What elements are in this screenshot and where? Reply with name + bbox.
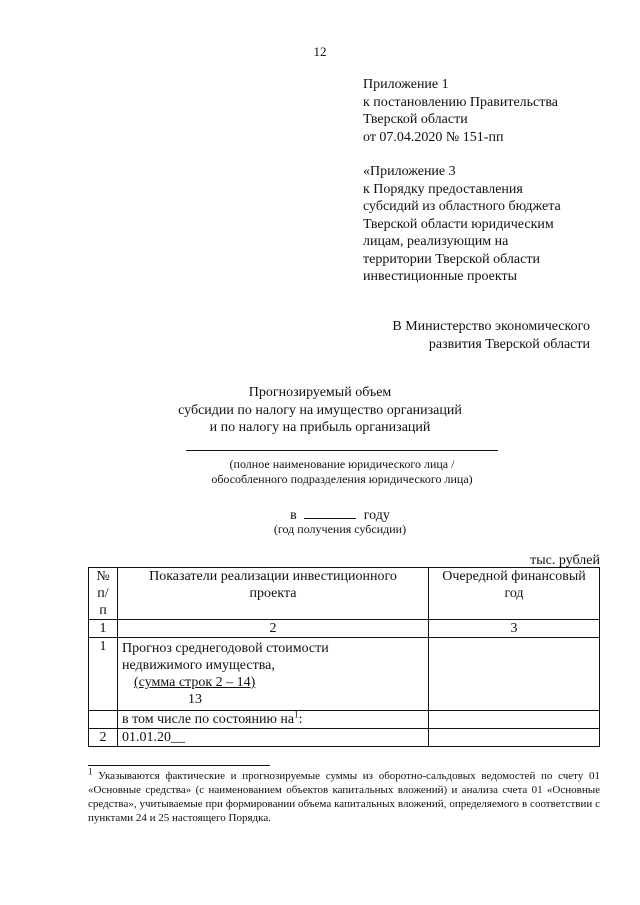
- annex-line: Тверской области юридическим: [363, 216, 554, 232]
- footnote-divider: [88, 765, 270, 766]
- row-text-line: (сумма строк 2 – 14): [134, 675, 256, 690]
- header-indicator-text: Показатели реализации инвестиционного проекта: [149, 569, 397, 601]
- header-num: [89, 568, 118, 620]
- recipient-line: В Министерство экономического: [392, 319, 590, 334]
- table-index-row: [89, 620, 600, 638]
- subsidy-table: [88, 567, 600, 747]
- year-suffix: году: [363, 508, 390, 523]
- footnote-marker: 1: [88, 766, 93, 777]
- header-num-line: п/: [97, 586, 109, 601]
- row-indicator: 01.01.20__: [118, 729, 429, 747]
- row-num: [89, 711, 118, 729]
- header-num-line: №: [96, 569, 110, 584]
- row-text: в том числе по состоянию на: [122, 712, 295, 727]
- row-value-cell[interactable]: [429, 729, 600, 747]
- table-row: [89, 729, 600, 747]
- appendix-header: [363, 76, 558, 146]
- year-blank: [304, 506, 356, 519]
- page-number: 12: [313, 44, 327, 59]
- footnote-ref: 1: [294, 709, 299, 720]
- appendix-line: от 07.04.2020 № 151-пп: [363, 129, 504, 145]
- annex-line: «Приложение 3: [363, 164, 456, 179]
- header-indicator: [118, 568, 429, 620]
- hint-line: (полное наименование юридического лица /: [229, 457, 455, 471]
- row-indicator: [118, 638, 429, 711]
- index-cell: 2: [118, 620, 429, 638]
- appendix-line: Тверской области: [363, 112, 468, 127]
- row-text-line: недвижимого имущества,: [122, 658, 275, 673]
- row-text-line: 13: [188, 692, 202, 707]
- row-num: 2: [89, 729, 118, 747]
- row-num: 1: [89, 638, 118, 711]
- hint-line: обособленного подразделения юридического лица): [211, 472, 473, 486]
- row-text-line: Прогноз среднегодовой стоимости: [122, 641, 329, 656]
- row-text-colon: :: [298, 712, 303, 727]
- annex-line: к Порядку предоставления: [363, 181, 523, 197]
- annex-line: территории Тверской области: [363, 251, 540, 267]
- table-header-row: [89, 568, 600, 620]
- appendix-line: к постановлению Правительства: [363, 94, 559, 110]
- table-row: [89, 711, 600, 729]
- annex-line: субсидий из областного бюджета: [363, 199, 561, 214]
- header-num-line: п: [99, 603, 107, 618]
- footnote-text: Указываются фактические и прогнозируемые суммы из оборотно-сальдовых ведомостей по счету 01 «Основные средства» (с наименованием объектов капитальных вложений) и анализа счета 01 «Основные средства», учитываемые при формировании объема капитальных вложений, определяемого в соответствии с пунктами 24 и 25 настоящего Порядка.: [88, 770, 600, 824]
- header-next-year: Очередной финансовый год: [429, 568, 600, 620]
- recipient-block: [392, 318, 590, 354]
- entity-name-hint: [0, 457, 640, 487]
- row-value-cell[interactable]: [429, 638, 600, 711]
- appendix-line: Приложение 1: [363, 77, 449, 92]
- recipient-line: развития Тверской области: [428, 337, 590, 352]
- annex-line: инвестиционные проекты: [363, 269, 518, 284]
- year-hint: (год получения субсидии): [273, 522, 407, 536]
- entity-name-fill-line: [186, 450, 498, 451]
- row-indicator: [118, 711, 429, 729]
- row-value-cell[interactable]: [429, 711, 600, 729]
- annex-header: [363, 163, 561, 286]
- document-title: [0, 384, 640, 437]
- table-row: [89, 638, 600, 711]
- units-label: тыс. рублей: [530, 553, 600, 568]
- title-line: и по налогу на прибыль организаций: [209, 420, 431, 435]
- annex-line: лицам, реализующим на: [363, 234, 509, 249]
- index-cell: 1: [89, 620, 118, 638]
- title-line: субсидии по налогу на имущество организаций: [178, 402, 462, 418]
- index-cell: 3: [429, 620, 600, 638]
- title-line: Прогнозируемый объем: [248, 385, 392, 400]
- footnote: [88, 766, 600, 825]
- year-prefix: в: [290, 508, 297, 523]
